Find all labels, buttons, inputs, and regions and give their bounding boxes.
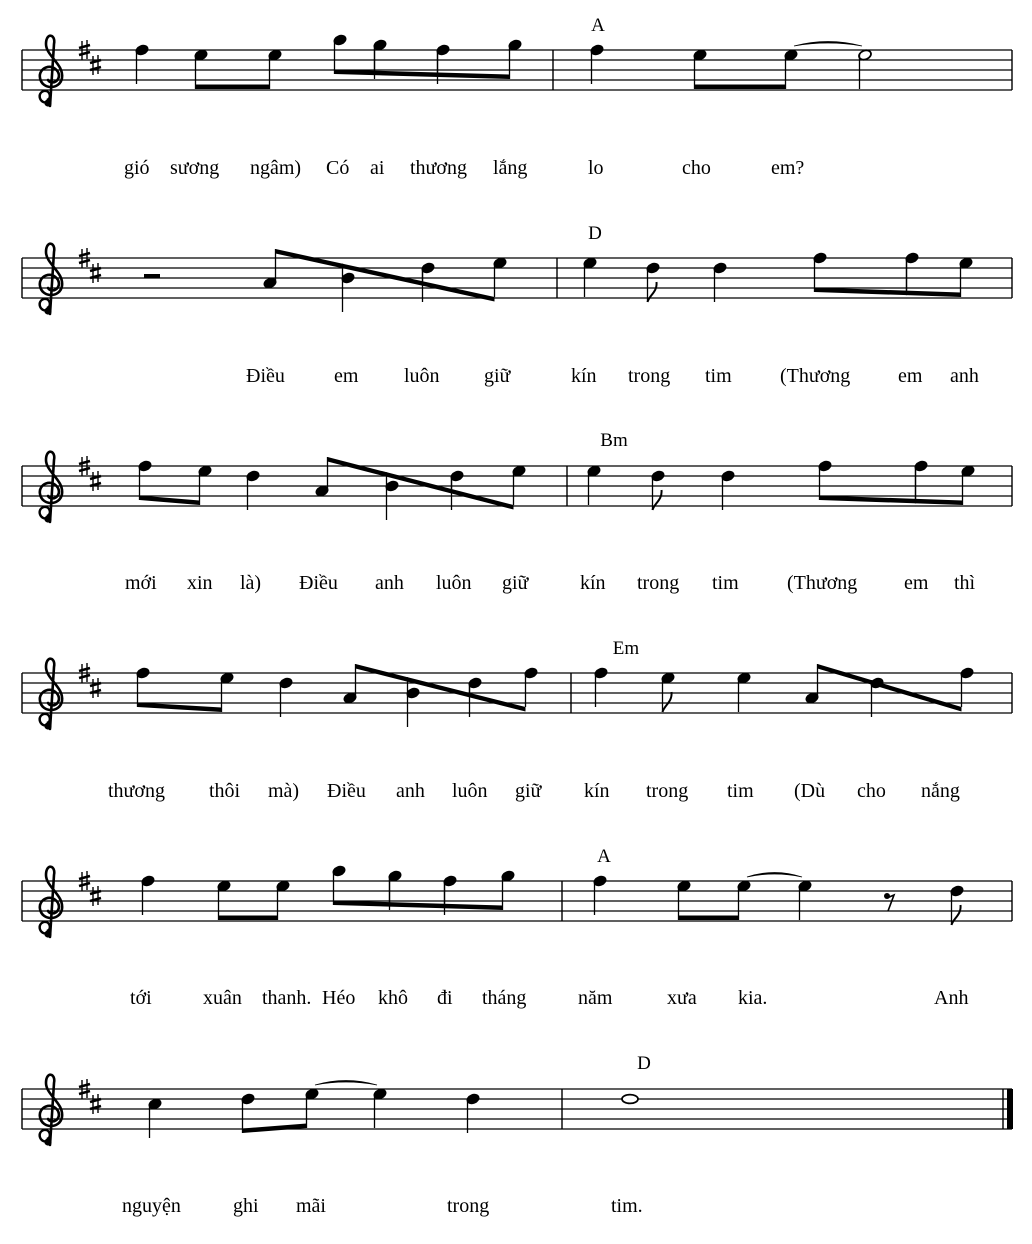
note <box>305 1088 320 1128</box>
beam <box>138 703 222 713</box>
note <box>135 44 150 84</box>
lyric-syllable: kín <box>571 365 597 387</box>
lyric-syllable: trong <box>637 572 680 594</box>
lyric-syllable: gió <box>124 157 150 179</box>
lyric-syllable: tháng <box>482 987 527 1009</box>
chord-symbol: Em <box>612 638 640 659</box>
note <box>315 457 330 497</box>
lyric-syllable: kín <box>584 780 610 802</box>
note <box>583 257 598 297</box>
chord-symbol: Bm <box>600 430 628 451</box>
note <box>737 880 752 920</box>
note <box>737 672 752 712</box>
note <box>512 465 527 505</box>
lyric-syllable: xưa <box>667 987 697 1009</box>
note <box>466 1093 481 1133</box>
lyric-syllable: anh <box>375 572 404 594</box>
beam <box>334 901 503 911</box>
note <box>593 875 608 915</box>
lyric-syllable: Điều <box>327 780 366 802</box>
note <box>959 257 974 297</box>
lyric-syllable: thôi <box>209 780 241 802</box>
lyric-syllable: khô <box>378 987 408 1009</box>
lyric-syllable: tim <box>712 572 739 594</box>
note <box>279 677 294 717</box>
note <box>198 465 213 505</box>
chord-symbol: D <box>588 223 602 244</box>
lyric-syllable: tim. <box>611 1195 643 1217</box>
treble-clef-icon <box>40 867 63 938</box>
lyric-syllable: nắng <box>921 780 960 802</box>
note <box>721 470 736 510</box>
lyric-syllable: anh <box>950 365 979 387</box>
note <box>713 262 728 302</box>
note <box>818 460 833 500</box>
treble-clef-icon <box>40 659 63 730</box>
tie <box>794 42 862 47</box>
beam <box>679 916 739 921</box>
lyric-syllable: lo <box>588 157 604 179</box>
lyric-syllable: cho <box>682 157 711 179</box>
note <box>332 865 347 905</box>
note <box>493 257 508 297</box>
note <box>914 460 929 504</box>
note <box>960 667 975 707</box>
lyric-syllable: thương <box>108 780 165 802</box>
lyric-syllable: mãi <box>296 1195 326 1217</box>
lyric-syllable: cho <box>857 780 886 802</box>
lyric-syllable: lắng <box>493 157 528 179</box>
tie <box>747 873 802 878</box>
note <box>798 880 813 920</box>
lyric-syllable: tim <box>705 365 732 387</box>
beam <box>335 70 510 80</box>
beam <box>276 249 495 302</box>
lyric-syllable: đi <box>437 987 453 1009</box>
beam <box>356 664 526 712</box>
beam <box>815 288 961 298</box>
lyric-syllable: năm <box>578 987 613 1009</box>
lyric-syllable: em? <box>771 157 805 179</box>
note <box>406 677 421 727</box>
chord-symbol: A <box>591 15 605 36</box>
lyric-syllable: tới <box>130 987 152 1009</box>
lyric-syllable: kín <box>580 572 606 594</box>
lyric-syllable: luôn <box>452 780 488 802</box>
treble-clef-icon <box>40 452 63 523</box>
eighth-rest-icon <box>884 893 894 911</box>
lyric-syllable: sương <box>170 157 220 179</box>
note <box>646 262 661 302</box>
lyric-syllable: tim <box>727 780 754 802</box>
note <box>508 39 523 79</box>
lyric-syllable: thương <box>410 157 467 179</box>
note <box>590 44 605 84</box>
lyric-syllable: trong <box>646 780 689 802</box>
lyric-syllable: giữ <box>502 572 529 594</box>
note <box>905 252 920 296</box>
lyric-syllable: là) <box>240 572 262 594</box>
note <box>693 49 708 89</box>
beam <box>196 85 270 90</box>
lyric-syllable: xin <box>187 572 213 594</box>
beam <box>328 457 514 510</box>
lyric-syllable: anh <box>396 780 425 802</box>
note <box>805 664 820 704</box>
lyric-syllable: em <box>904 572 929 594</box>
note <box>677 880 692 920</box>
beam <box>219 916 278 921</box>
beam <box>820 496 963 506</box>
lyric-syllable: (Thương <box>780 365 851 387</box>
staff-system-1 <box>22 34 1012 107</box>
note <box>661 672 676 712</box>
tie <box>315 1081 377 1086</box>
staff-system-6 <box>22 1075 1013 1146</box>
staff-system-2 <box>22 244 1012 315</box>
note <box>276 880 291 920</box>
chord-symbol: D <box>637 1053 651 1074</box>
note <box>373 1088 388 1128</box>
note <box>194 49 209 89</box>
lyric-syllable: ghi <box>233 1195 259 1217</box>
chord-symbol: A <box>597 846 611 867</box>
note <box>268 49 283 89</box>
staff-system-3 <box>22 452 1012 523</box>
lyric-syllable: mà) <box>268 780 300 802</box>
lyric-syllable: (Thương <box>787 572 858 594</box>
lyric-syllable: (Dù <box>794 780 826 802</box>
note <box>622 1095 638 1104</box>
note <box>246 470 261 510</box>
note <box>136 667 151 707</box>
note <box>241 1093 256 1133</box>
lyric-syllable: Anh <box>934 987 969 1009</box>
note <box>651 470 666 510</box>
final-barline-thick <box>1007 1089 1013 1129</box>
lyric-syllable: luôn <box>436 572 472 594</box>
lyric-syllable: Điều <box>299 572 338 594</box>
note <box>813 252 828 292</box>
lyric-syllable: trong <box>447 1195 490 1217</box>
note <box>436 44 451 84</box>
lyric-syllable: trong <box>628 365 671 387</box>
note <box>220 672 235 712</box>
lyric-syllable: xuân <box>203 987 242 1009</box>
lyric-syllable: em <box>334 365 359 387</box>
lyric-syllable: thì <box>954 572 976 594</box>
note <box>594 667 609 707</box>
note <box>217 880 232 920</box>
treble-clef-icon <box>40 36 63 107</box>
lyric-syllable: em <box>898 365 923 387</box>
lyric-syllable: giữ <box>484 365 511 387</box>
lyric-syllable: Điều <box>246 365 285 387</box>
note <box>961 465 976 505</box>
note <box>138 460 153 500</box>
lyric-syllable: luôn <box>404 365 440 387</box>
beam <box>243 1124 307 1134</box>
note <box>333 34 348 74</box>
note <box>141 875 156 915</box>
note <box>524 667 539 707</box>
note <box>263 249 278 289</box>
lyric-syllable: kia. <box>738 987 768 1009</box>
lyric-syllable: ai <box>370 157 385 179</box>
half-rest-icon <box>144 274 160 278</box>
lyric-syllable: mới <box>125 572 157 594</box>
lyric-syllable: giữ <box>515 780 542 802</box>
lyric-syllable: nguyện <box>122 1195 181 1217</box>
note <box>443 875 458 915</box>
note <box>858 49 873 89</box>
staff-system-4 <box>22 659 1012 730</box>
note <box>148 1098 163 1138</box>
note <box>950 885 965 925</box>
treble-clef-icon <box>40 1075 63 1146</box>
lyric-syllable: Héo <box>322 987 356 1009</box>
note <box>343 664 358 704</box>
lyric-syllable: thanh. <box>262 987 312 1009</box>
lyric-syllable: Có <box>326 157 350 179</box>
lyric-syllable: ngâm) <box>250 157 302 179</box>
beam <box>695 85 786 90</box>
note <box>501 870 516 910</box>
note <box>587 465 602 505</box>
beam <box>140 496 200 506</box>
beam <box>818 664 962 712</box>
staff-system-5 <box>22 865 1012 938</box>
treble-clef-icon <box>40 244 63 315</box>
note <box>784 49 799 89</box>
